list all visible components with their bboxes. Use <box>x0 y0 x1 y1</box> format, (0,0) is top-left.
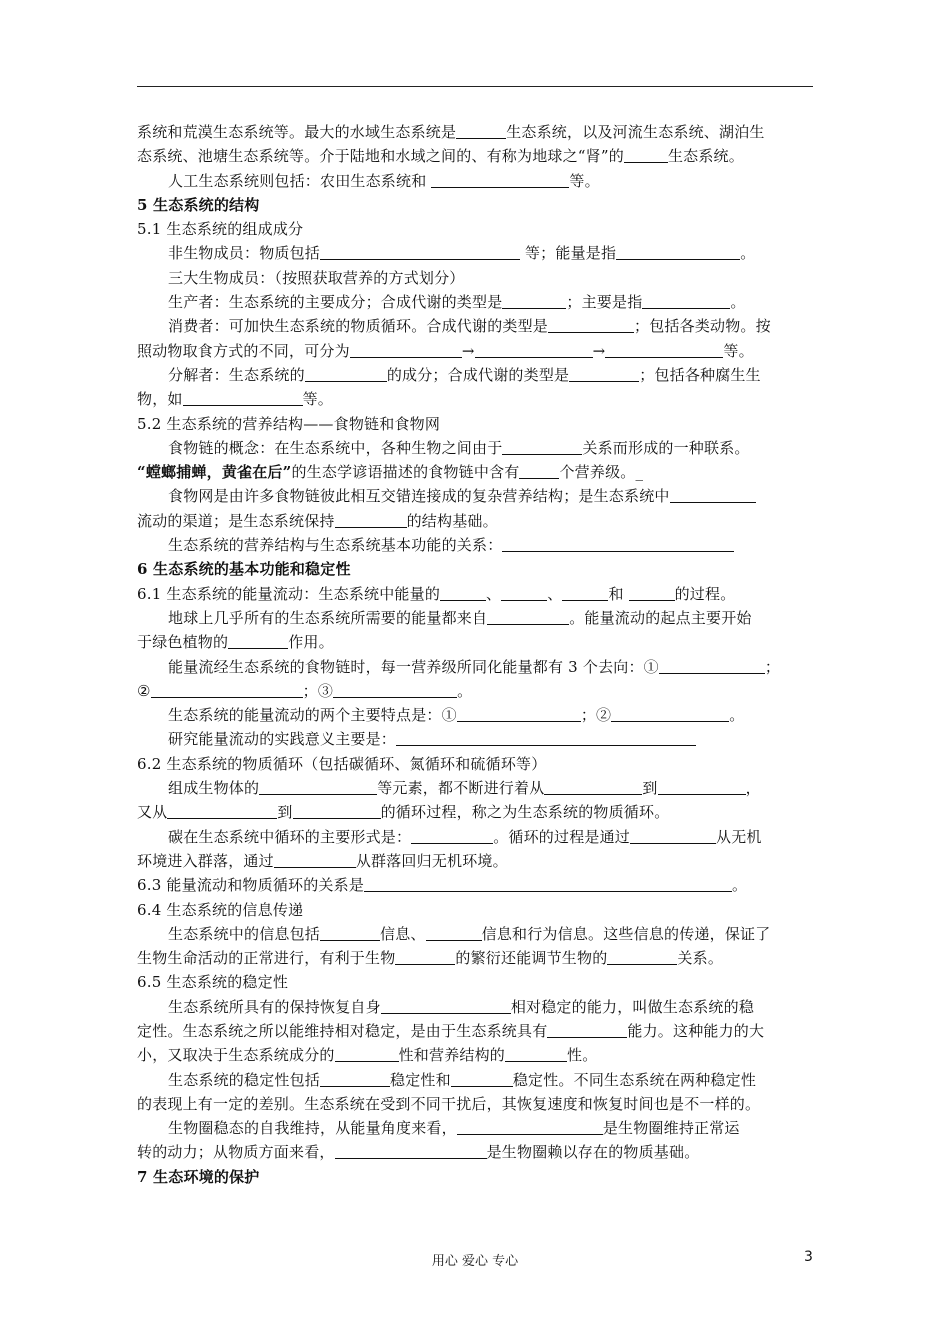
text-segment: 非生物成员：物质包括 <box>168 244 321 263</box>
text-segment: 的结构基础。 <box>406 511 498 530</box>
text-line <box>137 703 817 727</box>
fill-in-blank[interactable] <box>259 780 377 795</box>
text-segment: ；② <box>580 706 612 725</box>
text-line <box>137 630 817 654</box>
text-segment: 。 <box>740 244 756 263</box>
text-line <box>137 922 817 946</box>
text-line <box>137 800 817 824</box>
text-line <box>137 339 817 363</box>
text-line <box>137 679 817 703</box>
text-line <box>137 290 817 314</box>
fill-in-blank[interactable] <box>562 586 608 601</box>
text-segment: → <box>592 341 606 360</box>
text-segment: 7 生态环境的保护 <box>137 1167 260 1186</box>
fill-in-blank[interactable] <box>502 440 582 455</box>
text-segment: 又从 <box>137 803 168 822</box>
text-line <box>137 484 817 508</box>
text-segment: 食物网是由许多食物链彼此相互交错连接成的复杂营养结构；是生态系统中 <box>168 487 670 506</box>
text-segment: 消费者：可加快生态系统的物质循环。合成代谢的类型是 <box>168 317 549 336</box>
text-segment: 、 <box>486 584 502 603</box>
fill-in-blank[interactable] <box>167 804 277 819</box>
fill-in-blank[interactable] <box>350 343 462 358</box>
text-segment: ；包括各类动物。按 <box>634 317 771 336</box>
text-segment: 碳在生态系统中循环的主要形式是： <box>168 827 412 846</box>
text-segment: 是生物圈维持正常运 <box>602 1119 740 1138</box>
text-line <box>137 873 817 897</box>
fill-in-blank[interactable] <box>431 173 569 188</box>
page-number: 3 <box>804 1249 813 1265</box>
text-segment: 生物生命活动的正常进行，有利于生物 <box>137 949 396 968</box>
text-segment: 5.2 生态系统的营养结构——食物链和食物网 <box>137 414 441 433</box>
text-segment: 组成生物体的 <box>168 779 260 798</box>
text-line <box>137 266 817 290</box>
text-line <box>137 995 817 1019</box>
text-segment: ② <box>137 681 151 700</box>
text-segment: 定性。生态系统之所以能维持相对稳定，是由于生态系统具有 <box>137 1021 548 1040</box>
text-segment: 性和营养结构的 <box>398 1046 506 1065</box>
fill-in-blank[interactable] <box>396 731 696 746</box>
fill-in-blank[interactable] <box>616 245 740 260</box>
text-segment: 生态系统所具有的保持恢复自身 <box>168 997 381 1016</box>
footer-motto: 用心 爱心 专心 <box>431 1254 519 1269</box>
text-segment: 生态系统，以及河流生态系统、湖泊生 <box>506 123 765 141</box>
document-body <box>137 120 817 1189</box>
text-segment: 关系。 <box>677 949 724 968</box>
fill-in-blank[interactable] <box>605 343 723 358</box>
text-segment: 。 <box>732 876 748 895</box>
fill-in-blank[interactable] <box>451 1072 513 1087</box>
text-segment: ；包括各种腐生生 <box>639 365 761 384</box>
text-line <box>137 970 817 994</box>
text-segment: 生物圈稳态的自我维持，从能量角度来看， <box>168 1119 457 1138</box>
text-segment: ；主要是指 <box>566 293 643 312</box>
text-segment: 6 生态系统的基本功能和稳定性 <box>137 560 351 579</box>
fill-in-blank[interactable] <box>395 950 455 965</box>
text-segment: ； <box>764 657 781 676</box>
text-line <box>137 946 817 970</box>
text-segment: 食物链的概念：在生态系统中，各种生物之间由于 <box>168 438 503 457</box>
text-segment: 5.1 生态系统的组成成分 <box>137 220 304 239</box>
text-segment: 。 <box>457 681 473 700</box>
text-segment: 生态系统。 <box>667 147 744 166</box>
text-segment: 。能量流动的起点主要开始 <box>569 608 752 627</box>
text-line <box>137 849 817 873</box>
fill-in-blank[interactable] <box>335 1144 487 1159</box>
text-line <box>137 582 817 606</box>
text-line <box>137 727 817 751</box>
text-segment: 稳定性。不同生态系统在两种稳定性 <box>512 1070 757 1089</box>
text-segment: 等；能量是指 <box>520 244 617 263</box>
fill-in-blank[interactable] <box>607 950 677 965</box>
text-segment: 生态系统的能量流动的两个主要特点是：① <box>168 706 457 725</box>
text-line <box>137 776 817 800</box>
fill-in-blank[interactable] <box>659 659 765 674</box>
text-segment: 能量流经生态系统的食物链时，每一营养级所同化能量都有 3 个去向：① <box>168 657 659 676</box>
text-segment: 地球上几乎所有的生态系统所需要的能量都来自 <box>168 608 488 627</box>
fill-in-blank[interactable] <box>501 586 547 601</box>
text-line <box>137 120 817 144</box>
text-segment: 的繁衍还能调节生物的 <box>455 949 608 968</box>
fill-in-blank[interactable] <box>505 1047 567 1062</box>
fill-in-blank[interactable] <box>183 391 303 406</box>
text-line <box>137 1116 817 1140</box>
text-segment: ， <box>745 779 761 798</box>
fill-in-blank[interactable] <box>293 804 381 819</box>
fill-in-blank[interactable] <box>305 367 387 382</box>
fill-in-blank[interactable] <box>335 1047 399 1062</box>
text-segment: 的成分；合成代谢的类型是 <box>386 365 570 384</box>
text-segment: 等。 <box>723 341 754 360</box>
text-line <box>137 387 817 411</box>
text-segment: 相对稳定的能力，叫做生态系统的稳 <box>510 997 755 1016</box>
text-segment: 稳定性和 <box>390 1070 451 1089</box>
fill-in-blank[interactable] <box>333 683 457 698</box>
text-segment: → <box>461 341 475 360</box>
text-line <box>137 752 817 776</box>
text-segment: 信息和行为信息。这些信息的传递，保证了 <box>481 924 771 943</box>
text-segment: 和 <box>608 584 629 603</box>
text-segment: 生态系统的营养结构与生态系统基本功能的关系： <box>168 536 503 555</box>
text-segment: 小，又取决于生态系统成分的 <box>137 1046 335 1065</box>
text-segment: 。 <box>730 293 746 312</box>
text-segment: 从无机 <box>716 827 762 846</box>
text-line <box>137 193 817 217</box>
header-rule <box>137 86 813 87</box>
text-segment: 的循环过程，称之为生态系统的物质循环。 <box>380 803 670 822</box>
fill-in-blank[interactable] <box>411 829 493 844</box>
text-line <box>137 1043 817 1067</box>
text-line <box>137 1019 817 1043</box>
fill-in-blank[interactable] <box>658 780 746 795</box>
text-line <box>137 1068 817 1092</box>
fill-in-blank[interactable] <box>440 586 486 601</box>
text-segment: 人工生态系统则包括：农田生态系统和 <box>168 171 432 190</box>
text-line <box>137 217 817 241</box>
text-segment: 于绿色植物的 <box>137 633 229 652</box>
text-line <box>137 509 817 533</box>
fill-in-blank[interactable] <box>611 707 729 722</box>
text-segment: 是生物圈赖以存在的物质基础。 <box>486 1143 700 1162</box>
text-segment: 的表现上有一定的差别。生态系统在受到不同干扰后，其恢复速度和恢复时间也是不一样的。 <box>137 1094 761 1113</box>
fill-in-blank[interactable] <box>456 124 506 139</box>
text-segment: 等。 <box>302 390 334 409</box>
fill-in-blank[interactable] <box>670 488 756 503</box>
text-segment: 照动物取食方式的不同，可分为 <box>137 341 350 360</box>
fill-in-blank[interactable] <box>457 1120 603 1135</box>
text-line <box>137 314 817 338</box>
text-line <box>137 144 817 168</box>
text-line <box>137 557 817 581</box>
text-segment: 环境进入群落，通过 <box>137 851 274 870</box>
fill-in-blank[interactable] <box>547 1023 627 1038</box>
text-segment: 转的动力；从物质方面来看， <box>137 1143 335 1162</box>
fill-in-blank[interactable] <box>381 999 511 1014</box>
text-segment: 系统和荒漠生态系统等。最大的水域生态系统是 <box>137 123 457 141</box>
text-line <box>137 533 817 557</box>
text-segment: 、 <box>547 584 563 603</box>
text-segment: 作用。 <box>288 633 334 652</box>
text-segment: 到 <box>277 803 293 822</box>
text-segment: 关系而形成的一种联系。 <box>582 438 750 457</box>
fill-in-blank[interactable] <box>548 318 634 333</box>
fill-in-blank[interactable] <box>151 683 303 698</box>
text-segment: “螳螂捕蝉，黄雀在后” <box>137 463 292 482</box>
fill-in-blank[interactable] <box>519 464 559 479</box>
text-segment: 信息、 <box>380 924 426 943</box>
text-line <box>137 436 817 460</box>
text-segment: 的生态学谚语描述的食物链中含有 <box>291 463 520 482</box>
text-line <box>137 460 817 484</box>
fill-in-blank[interactable] <box>320 1072 390 1087</box>
fill-in-blank[interactable] <box>544 780 642 795</box>
text-segment: 研究能量流动的实践意义主要是： <box>168 730 397 749</box>
fill-in-blank[interactable] <box>487 610 569 625</box>
text-line <box>137 1140 817 1164</box>
text-segment: ；③ <box>302 681 334 700</box>
fill-in-blank[interactable] <box>502 537 734 552</box>
text-segment: 。循环的过程是通过 <box>493 827 631 846</box>
text-line <box>137 606 817 630</box>
text-segment: 生态系统中的信息包括 <box>168 924 321 943</box>
text-line <box>137 655 817 679</box>
fill-in-blank[interactable] <box>364 877 732 892</box>
fill-in-blank[interactable] <box>320 245 520 260</box>
text-segment: 6.4 生态系统的信息传递 <box>137 900 304 919</box>
text-segment: 生态系统的稳定性包括 <box>168 1070 321 1089</box>
text-segment: 三大生物成员：（按照获取营养的方式划分） <box>168 268 465 287</box>
text-segment: 态系统、池塘生态系统等。介于陆地和水域之间的、有称为地球之“肾”的 <box>137 147 624 166</box>
fill-in-blank[interactable] <box>569 367 639 382</box>
fill-in-blank[interactable] <box>320 926 380 941</box>
fill-in-blank[interactable] <box>642 294 730 309</box>
text-segment: 分解者：生态系统的 <box>168 365 305 384</box>
fill-in-blank[interactable] <box>624 148 668 163</box>
text-segment: 。 <box>729 706 745 725</box>
text-segment: 生产者：生态系统的主要成分；合成代谢的类型是 <box>168 293 503 312</box>
text-segment: 从群落回归无机环境。 <box>355 851 508 870</box>
text-line <box>137 1092 817 1116</box>
text-segment: 物，如 <box>137 390 183 409</box>
text-segment: 6.1 生态系统的能量流动：生态系统中能量的 <box>137 584 441 603</box>
fill-in-blank[interactable] <box>426 926 482 941</box>
text-line <box>137 169 817 193</box>
text-segment: 的过程。 <box>674 584 736 603</box>
text-segment: 6.3 能量流动和物质循环的关系是 <box>137 876 365 895</box>
text-segment: 个营养级。_ <box>559 463 644 482</box>
text-segment: 等元素，都不断进行着从 <box>377 779 545 798</box>
text-segment: 流动的渠道；是生态系统保持 <box>137 511 335 530</box>
text-line <box>137 363 817 387</box>
text-line <box>137 898 817 922</box>
fill-in-blank[interactable] <box>457 707 581 722</box>
text-segment: 5 生态系统的结构 <box>137 195 260 214</box>
text-segment: 6.5 生态系统的稳定性 <box>137 973 289 992</box>
text-line <box>137 412 817 436</box>
fill-in-blank[interactable] <box>475 343 593 358</box>
text-line <box>137 1165 817 1189</box>
fill-in-blank[interactable] <box>629 586 675 601</box>
text-line <box>137 241 817 265</box>
text-segment: 能力。这种能力的大 <box>627 1021 765 1040</box>
fill-in-blank[interactable] <box>274 853 356 868</box>
fill-in-blank[interactable] <box>228 634 288 649</box>
fill-in-blank[interactable] <box>335 513 407 528</box>
text-line <box>137 825 817 849</box>
fill-in-blank[interactable] <box>502 294 566 309</box>
text-segment: 性。 <box>567 1046 598 1065</box>
fill-in-blank[interactable] <box>630 829 716 844</box>
text-segment: 6.2 生态系统的物质循环（包括碳循环、氮循环和硫循环等） <box>137 754 547 773</box>
text-segment: 到 <box>642 779 658 798</box>
text-segment: 等。 <box>569 171 600 190</box>
